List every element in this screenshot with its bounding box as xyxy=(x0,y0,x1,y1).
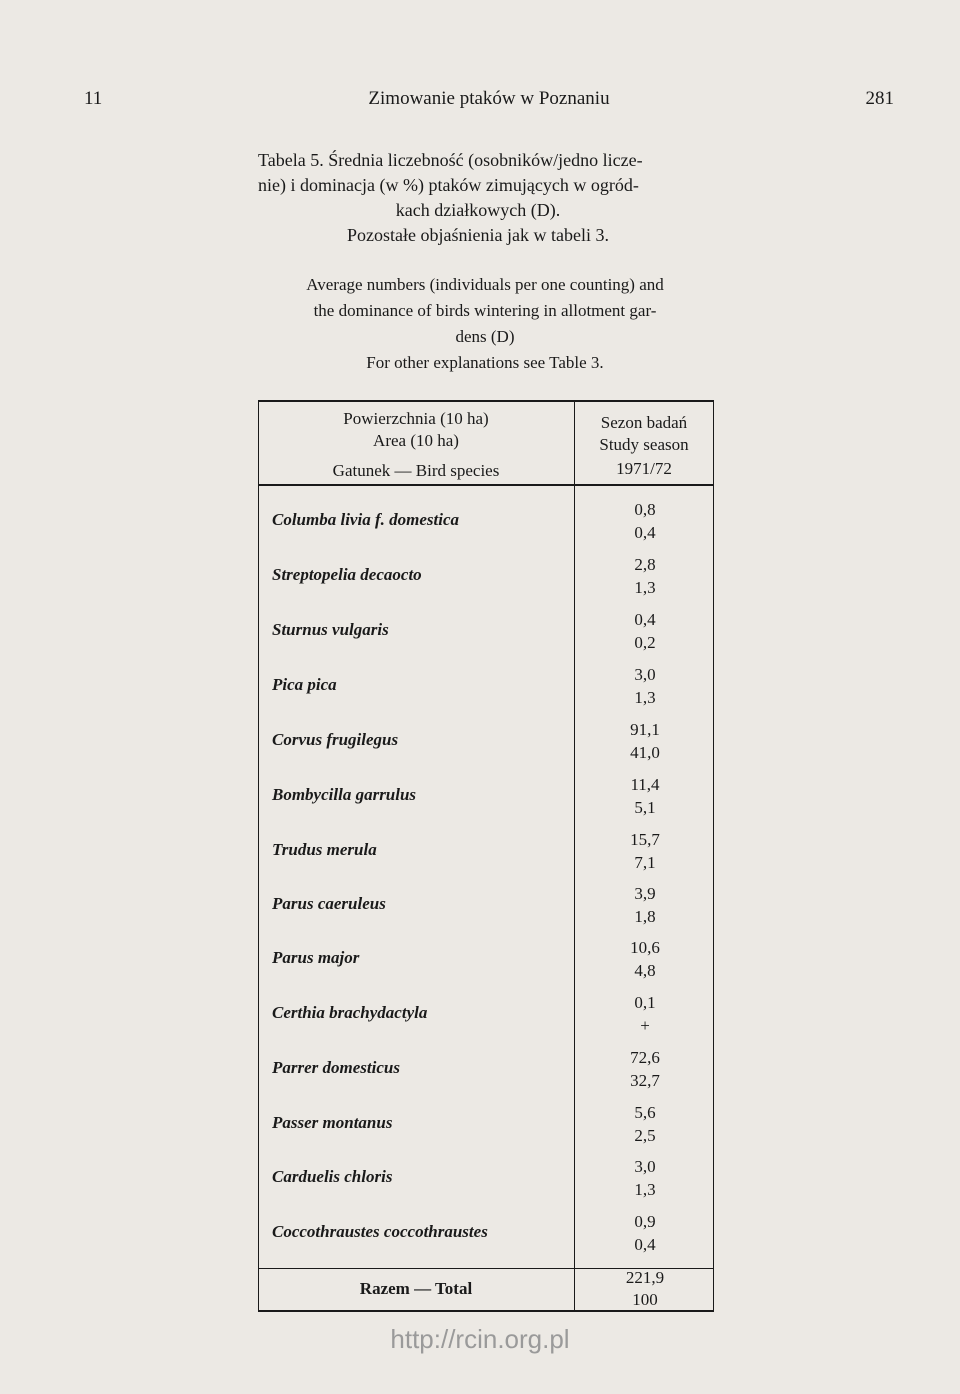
page-number-right: 281 xyxy=(865,88,894,109)
total-count: 221,9 xyxy=(625,1268,665,1287)
mean-count: 3,0 xyxy=(634,1157,656,1176)
species-name: Columba livia f. domestica xyxy=(272,510,459,529)
header-season-year: 1971/72 xyxy=(616,459,672,478)
mean-count: 15,7 xyxy=(630,830,660,849)
table-header-rule xyxy=(258,484,714,486)
dominance: 0,2 xyxy=(634,633,656,652)
page-header xyxy=(84,88,894,118)
table-caption-polish xyxy=(258,148,698,248)
species-name: Carduelis chloris xyxy=(272,1167,393,1186)
dominance: 1,8 xyxy=(634,907,656,926)
source-url: http://rcin.org.pl xyxy=(390,1324,570,1354)
dominance: 32,7 xyxy=(630,1071,660,1090)
dominance: 0,4 xyxy=(634,523,656,542)
caption-pl-line-2: nie) i dominacja (w %) ptaków zimujących w ogród- xyxy=(258,175,639,195)
dominance: 1,3 xyxy=(634,578,656,597)
species-name: Corvus frugilegus xyxy=(272,730,399,749)
mean-count: 0,1 xyxy=(634,993,656,1012)
species-name: Coccothraustes coccothraustes xyxy=(272,1222,488,1241)
table-column-divider xyxy=(574,400,575,1312)
mean-count: 5,6 xyxy=(634,1103,656,1122)
species-name: Streptopelia decaocto xyxy=(272,565,422,584)
table-left-border xyxy=(258,400,259,1312)
mean-count: 91,1 xyxy=(630,720,660,739)
caption-pl-line-4: Pozostałe objaśnienia jak w tabeli 3. xyxy=(347,225,609,245)
header-area-polish: Powierzchnia (10 ha) xyxy=(343,409,489,428)
dominance: 5,1 xyxy=(634,798,656,817)
total-label: Razem — Total xyxy=(359,1279,473,1298)
header-season-polish: Sezon badań xyxy=(600,413,688,432)
bird-table xyxy=(258,400,714,1312)
dominance: 0,4 xyxy=(634,1235,656,1254)
species-name: Sturnus vulgaris xyxy=(272,620,389,639)
caption-en-line-1: Average numbers (individuals per one counting) and xyxy=(306,275,664,294)
table-caption-english xyxy=(250,272,720,376)
running-title: Zimowanie ptaków w Poznaniu xyxy=(368,88,610,109)
caption-en-line-2: the dominance of birds wintering in allotment gar- xyxy=(313,301,657,320)
species-name: Parus major xyxy=(272,948,360,967)
dominance: 2,5 xyxy=(634,1126,656,1145)
table-top-rule xyxy=(258,400,714,402)
caption-pl-line-3: kach działkowych (D). xyxy=(395,200,561,220)
species-name: Certhia brachydactyla xyxy=(272,1003,428,1022)
mean-count: 0,9 xyxy=(634,1212,656,1231)
mean-count: 3,9 xyxy=(634,884,656,903)
species-name: Passer montanus xyxy=(272,1113,393,1132)
caption-en-line-3: dens (D) xyxy=(455,327,515,346)
dominance: 1,3 xyxy=(634,688,656,707)
page-number-left: 11 xyxy=(84,88,103,109)
species-name: Pica pica xyxy=(272,675,337,694)
header-season-english: Study season xyxy=(599,435,689,454)
dominance: + xyxy=(640,1016,650,1035)
caption-en-line-4: For other explanations see Table 3. xyxy=(366,353,604,372)
total-dominance: 100 xyxy=(632,1290,658,1309)
dominance: 7,1 xyxy=(634,853,656,872)
dominance: 4,8 xyxy=(634,961,656,980)
mean-count: 0,8 xyxy=(634,500,656,519)
dominance: 1,3 xyxy=(634,1180,656,1199)
mean-count: 2,8 xyxy=(634,555,656,574)
header-area-english: Area (10 ha) xyxy=(373,431,459,450)
mean-count: 3,0 xyxy=(634,665,656,684)
species-name: Trudus merula xyxy=(272,840,377,859)
mean-count: 10,6 xyxy=(630,938,660,957)
header-species: Gatunek — Bird species xyxy=(332,461,500,480)
species-name: Parrer domesticus xyxy=(272,1058,400,1077)
mean-count: 11,4 xyxy=(630,775,660,794)
mean-count: 0,4 xyxy=(634,610,656,629)
mean-count: 72,6 xyxy=(630,1048,660,1067)
species-name: Parus caeruleus xyxy=(272,894,386,913)
species-name: Bombycilla garrulus xyxy=(272,785,417,804)
caption-pl-line-1: Tabela 5. Średnia liczebność (osobników/jedno licze- xyxy=(258,150,643,170)
dominance: 41,0 xyxy=(630,743,660,762)
